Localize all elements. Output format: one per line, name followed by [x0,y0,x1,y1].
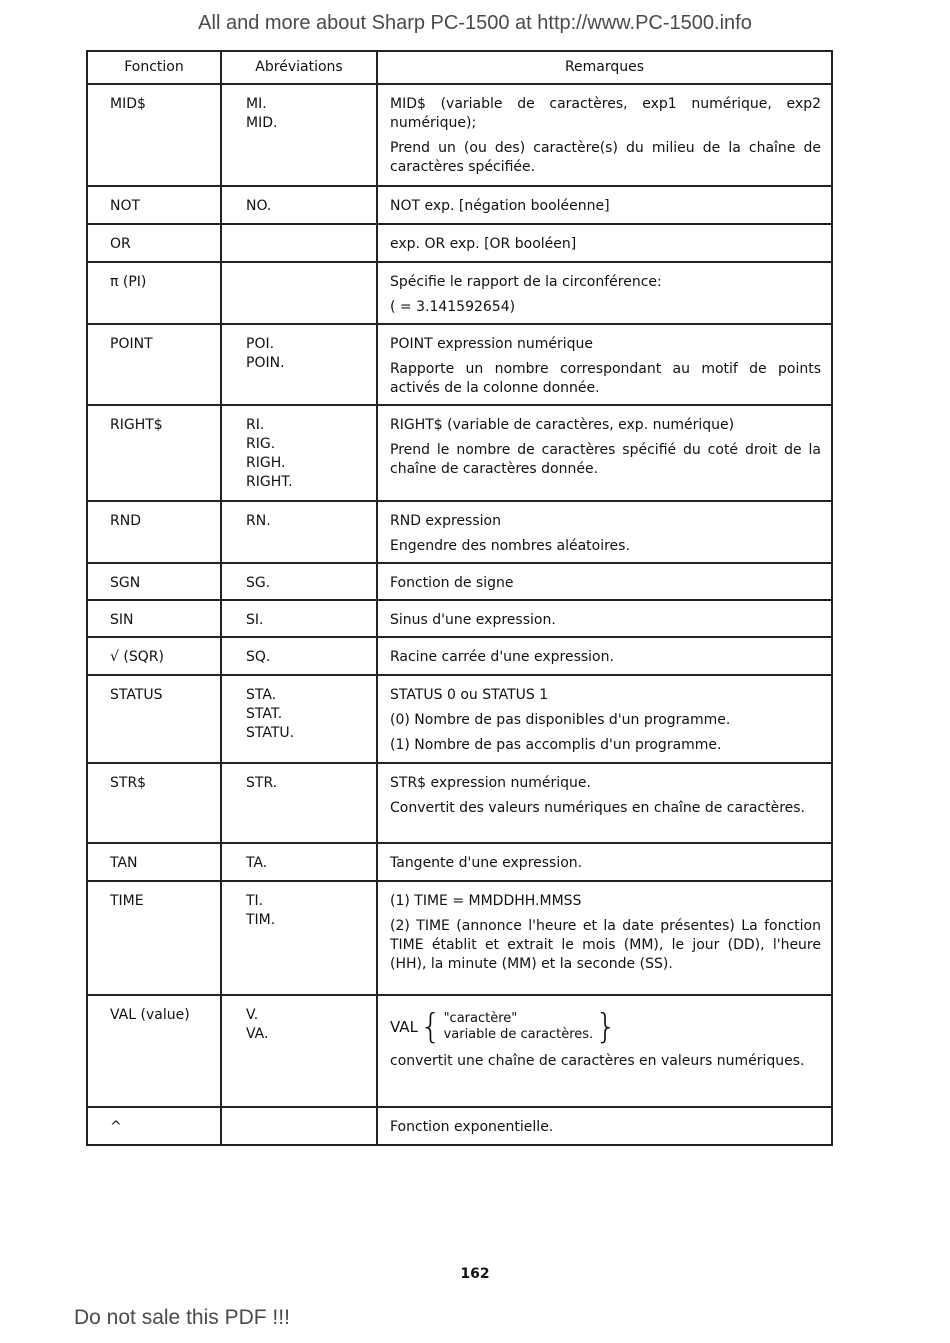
abbreviation-cell [221,637,377,675]
remark-text: Prend un (ou des) caractère(s) du milieu de la chaîne de caractères spécifiée. [390,140,821,175]
function-name: ^ [110,1119,122,1135]
function-cell [87,843,221,881]
remarks-cell [377,405,832,501]
remark-text: (1) Nombre de pas accomplis d'un programme. [390,737,722,753]
footer-note: Do not sale this PDF !!! [74,1306,290,1329]
column-header-remarques: Remarques [377,51,832,84]
function-cell [87,262,221,324]
table-row [87,995,832,1107]
remark-text: Convertit des valeurs numériques en chaîne de caractères. [390,800,806,816]
function-name: π (PI) [110,274,147,290]
remark-text: exp. OR exp. [OR booléen] [390,236,577,252]
column-header-abreviations: Abréviations [221,51,377,84]
abbreviation-cell [221,563,377,600]
table-row [87,1107,832,1145]
function-name: √ (SQR) [110,649,164,665]
table-row [87,881,832,995]
site-header: All and more about Sharp PC-1500 at http://www.PC-1500.info [198,12,752,34]
abbreviation: POIN. [246,355,285,371]
function-cell [87,1107,221,1145]
remark-text: NOT exp. [négation booléenne] [390,198,610,214]
function-cell [87,995,221,1107]
abbreviation-cell [221,1107,377,1145]
table-row [87,763,832,843]
abbreviation-cell [221,600,377,637]
abbreviation: TI. [246,893,264,909]
abbreviation: RN. [246,513,271,529]
remarks-cell [377,186,832,224]
function-cell [87,84,221,186]
remarks-cell [377,881,832,995]
abbreviation: POI. [246,336,275,352]
abbreviation: RI. [246,417,265,433]
remark-text: STR$ expression numérique. [390,775,591,791]
remark-text: Spécifie le rapport de la circonférence: [390,274,662,290]
function-cell [87,405,221,501]
remarks-cell [377,843,832,881]
function-cell [87,637,221,675]
remarks-cell [377,84,832,186]
table-row [87,186,832,224]
remark-text: Rapporte un nombre correspondant au motif de points activés de la colonne donnée. [390,361,821,396]
remark-text: (2) TIME (annonce l'heure et la date présentes) La fonction TIME établit et extrait le mois (MM), le jour (DD), l'heure (HH), la minute (MM) et la seconde (SS). [390,918,821,972]
remarks-cell [377,600,832,637]
function-name: TAN [110,855,138,871]
abbreviation-cell [221,262,377,324]
function-name: RND [110,513,141,529]
abbreviation-cell [221,224,377,262]
abbreviation-cell [221,881,377,995]
remark-text: MID$ (variable de caractères, exp1 numérique, exp2 numérique); [390,96,821,131]
table-row [87,501,832,563]
abbreviation: STR. [246,775,278,791]
table-row [87,563,832,600]
abbreviation-cell [221,405,377,501]
abbreviation: RIGHT. [246,474,293,490]
remark-text: STATUS 0 ou STATUS 1 [390,687,549,703]
remarks-cell [377,675,832,763]
abbreviation: SG. [246,575,271,591]
table-header-row [87,51,832,84]
abbreviation-cell [221,675,377,763]
remark-text: Racine carrée d'une expression. [390,649,614,665]
formula-option: variable de caractères. [443,1027,594,1042]
remark-text: POINT expression numérique [390,336,594,352]
abbreviation: RIG. [246,436,276,452]
formula-option: "caractère" [443,1011,518,1026]
remarks-cell [377,501,832,563]
table-row [87,324,832,405]
remarks-cell [377,224,832,262]
function-name: SGN [110,575,141,591]
remark-text: RND expression [390,513,501,529]
function-cell [87,186,221,224]
function-name: STATUS [110,687,163,703]
abbreviation: SI. [246,612,264,628]
remark-text: Tangente d'une expression. [390,855,583,871]
abbreviation-cell [221,763,377,843]
function-table [86,50,833,1146]
function-cell [87,563,221,600]
abbreviation: MID. [246,115,278,131]
remark-text: Fonction de signe [390,575,514,591]
table-row [87,843,832,881]
remark-text: (0) Nombre de pas disponibles d'un programme. [390,712,731,728]
abbreviation: TA. [246,855,268,871]
function-name: MID$ [110,96,146,112]
abbreviation: STAT. [246,706,283,722]
abbreviation: VA. [246,1026,269,1042]
val-formula [390,1007,821,1047]
function-name: STR$ [110,775,147,791]
table-row [87,675,832,763]
abbreviation: STA. [246,687,277,703]
remark-text: Engendre des nombres aléatoires. [390,538,630,554]
function-cell [87,600,221,637]
function-cell [87,763,221,843]
remark-text: (1) TIME = MMDDHH.MMSS [390,893,582,909]
formula-options [444,1011,594,1043]
function-cell [87,224,221,262]
abbreviation: NO. [246,198,272,214]
table-row [87,84,832,186]
remark-text: ( = 3.141592654) [390,299,516,315]
abbreviation-cell [221,84,377,186]
remark-text: Prend le nombre de caractères spécifié du coté droit de la chaîne de caractères donnée. [390,442,821,477]
abbreviation-cell [221,995,377,1107]
column-header-fonction: Fonction [87,51,221,84]
abbreviation: V. [246,1007,259,1023]
abbreviation-cell [221,501,377,563]
abbreviation: RIGH. [246,455,286,471]
abbreviation: STATU. [246,725,295,741]
formula-prefix: VAL [390,1017,418,1036]
function-name: NOT [110,198,141,214]
remarks-cell [377,995,832,1107]
remark-text: Fonction exponentielle. [390,1119,554,1135]
remarks-cell [377,1107,832,1145]
table-row [87,600,832,637]
table-row [87,262,832,324]
page-number: 162 [460,1266,490,1282]
abbreviation-cell [221,186,377,224]
function-cell [87,501,221,563]
function-name: RIGHT$ [110,417,163,433]
abbreviation: TIM. [246,912,276,928]
remarks-cell [377,563,832,600]
right-brace-icon: } [595,1007,617,1047]
remark-text: RIGHT$ (variable de caractères, exp. numérique) [390,417,735,433]
abbreviation: SQ. [246,649,271,665]
function-name: OR [110,236,131,252]
function-name: POINT [110,336,153,352]
function-name: VAL (value) [110,1007,190,1023]
abbreviation-cell [221,843,377,881]
function-name: SIN [110,612,134,628]
table-row [87,405,832,501]
table-row [87,637,832,675]
remarks-cell [377,262,832,324]
remarks-cell [377,324,832,405]
abbreviation-cell [221,324,377,405]
function-cell [87,881,221,995]
function-cell [87,675,221,763]
table-row [87,224,832,262]
remarks-cell [377,763,832,843]
function-cell [87,324,221,405]
remark-text: Sinus d'une expression. [390,612,556,628]
abbreviation: MI. [246,96,267,112]
function-name: TIME [110,893,144,909]
remarks-cell [377,637,832,675]
remark-text: convertit une chaîne de caractères en valeurs numériques. [390,1053,805,1069]
left-brace-icon: { [419,1007,442,1047]
